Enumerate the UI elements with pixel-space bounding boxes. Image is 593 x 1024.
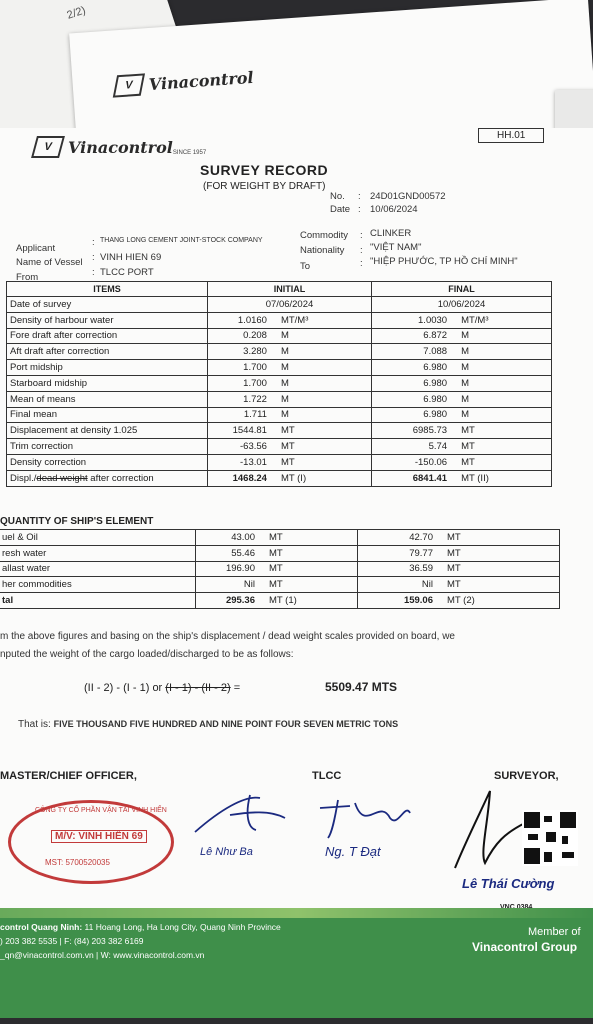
final-value: 6.980 xyxy=(423,393,448,405)
brand-name: Vinacontrol xyxy=(68,137,173,157)
initial-cell xyxy=(207,423,371,439)
final-value: 6841.41 xyxy=(412,472,448,484)
item-label: Density of harbour water xyxy=(7,312,208,328)
final-cell xyxy=(372,407,552,423)
colon: : xyxy=(360,230,363,241)
formula xyxy=(84,682,240,694)
vessel-value: VINH HIEN 69 xyxy=(100,252,162,263)
date-label: Date xyxy=(330,204,351,215)
company-stamp xyxy=(8,800,174,884)
initial-value: 0.208 xyxy=(243,330,267,342)
master-chief-officer-label: MASTER/CHIEF OFFICER, xyxy=(0,770,137,782)
item-label: Displacement at density 1.025 xyxy=(7,423,208,439)
initial-value: 1.0160 xyxy=(237,314,267,326)
final-value: 7.088 xyxy=(423,346,448,358)
explanation-line-2: nputed the weight of the cargo loaded/discharged to be as follows: xyxy=(0,649,294,660)
total-displacement-label xyxy=(7,470,208,486)
initial-cell xyxy=(207,470,371,486)
initial-cell xyxy=(196,545,358,561)
item-label: resh water xyxy=(0,545,196,561)
column-header-final: FINAL xyxy=(372,282,552,297)
initial-cell xyxy=(207,312,371,328)
column-header-initial: INITIAL xyxy=(207,282,371,297)
table-row xyxy=(0,530,560,546)
table-row xyxy=(7,454,552,470)
final-unit: M xyxy=(461,409,469,421)
formula-struck: (I - 1) - (II - 2) xyxy=(165,682,231,694)
initial-unit: MT xyxy=(280,441,295,453)
final-value: 79.77 xyxy=(409,547,433,559)
final-cell xyxy=(372,439,552,455)
initial-unit: M xyxy=(280,330,289,342)
table-row xyxy=(7,360,552,376)
final-unit: MT/M³ xyxy=(461,314,489,326)
final-value: 6.980 xyxy=(423,377,448,389)
initial-value: 07/06/2024 xyxy=(265,298,314,310)
footer-phone: ) 203 382 5535 | F: (84) 203 382 6169 xyxy=(0,936,144,946)
colon: : xyxy=(358,191,361,202)
final-unit: MT xyxy=(461,441,475,453)
table-row xyxy=(7,439,552,455)
initial-value: 43.00 xyxy=(231,531,255,543)
initial-unit: MT xyxy=(280,456,295,468)
item-label: Trim correction xyxy=(7,439,208,455)
final-value: 1.0030 xyxy=(418,314,448,326)
initial-unit: MT xyxy=(269,563,283,575)
initial-value: 1.700 xyxy=(243,362,267,374)
final-cell xyxy=(358,530,560,546)
final-cell xyxy=(358,561,560,577)
initial-value: 1.722 xyxy=(243,393,267,405)
footer-address-text: 11 Hoang Long, Ha Long City, Quang Ninh Province xyxy=(82,922,281,932)
nationality-value: "VIỆT NAM" xyxy=(370,242,422,253)
table-row xyxy=(7,375,552,391)
final-unit: MT (2) xyxy=(447,595,475,607)
table-row xyxy=(7,423,552,439)
final-unit: MT xyxy=(447,547,461,559)
final-unit: MT (II) xyxy=(461,472,489,484)
initial-unit: MT xyxy=(269,547,283,559)
initial-unit: M xyxy=(280,377,289,389)
surveyor-signature-name: Lê Thái Cường xyxy=(462,876,555,891)
initial-value: 1544.81 xyxy=(232,425,267,437)
stamp-ring-text: CÔNG TY CỔ PHẦN VẬN TẢI VINH HIỂN xyxy=(35,807,167,814)
commodity-value: CLINKER xyxy=(370,228,412,239)
initial-value: 1468.24 xyxy=(232,472,267,484)
initial-value: 295.36 xyxy=(225,595,255,607)
label-part: Displ./ xyxy=(10,472,37,484)
final-unit: M xyxy=(461,377,469,389)
no-value: 24D01GND00572 xyxy=(370,191,446,202)
from-value: TLCC PORT xyxy=(100,267,154,278)
final-unit: M xyxy=(461,362,469,374)
item-label: her commodities xyxy=(0,577,196,593)
that-is-line xyxy=(18,716,398,733)
final-cell xyxy=(372,328,552,344)
page-note: 2/2) xyxy=(65,4,88,22)
ships-element-heading: QUANTITY OF SHIP'S ELEMENT xyxy=(0,516,154,527)
date-value: 10/06/2024 xyxy=(370,204,418,215)
page-footer xyxy=(0,908,593,1018)
table-row xyxy=(7,312,552,328)
final-unit: MT xyxy=(447,563,461,575)
initial-cell xyxy=(207,297,371,313)
item-label: Port midship xyxy=(7,360,208,376)
label-part: after correction xyxy=(87,472,154,484)
initial-cell xyxy=(196,530,358,546)
page-subtitle: (FOR WEIGHT BY DRAFT) xyxy=(203,181,326,192)
explanation-line-1: m the above figures and basing on the ship's displacement / dead weight scales provided on board, we xyxy=(0,631,455,642)
final-value: 159.06 xyxy=(403,595,433,607)
brand-name: Vinacontrol xyxy=(148,67,255,94)
item-label: Starboard midship xyxy=(7,375,208,391)
table-row xyxy=(7,344,552,360)
initial-cell xyxy=(207,360,371,376)
initial-cell xyxy=(196,561,358,577)
table-header-row xyxy=(7,282,552,297)
footer-group-name: Vinacontrol Group xyxy=(472,940,578,954)
footer-member-label: Member of xyxy=(528,926,581,938)
final-cell xyxy=(372,391,552,407)
colon: : xyxy=(360,245,363,256)
initial-value: 1.711 xyxy=(243,409,267,421)
initial-unit: M xyxy=(280,346,289,358)
initial-value: 3.280 xyxy=(243,346,267,358)
tlcc-signature-name: Ng. T Đạt xyxy=(325,844,381,859)
commodity-label: Commodity xyxy=(300,230,349,241)
page-title: SURVEY RECORD xyxy=(200,162,329,178)
no-label: No. xyxy=(330,191,345,202)
final-value: 42.70 xyxy=(409,531,433,543)
footer-band xyxy=(0,908,593,918)
final-value: 5.74 xyxy=(428,441,448,453)
final-value: 36.59 xyxy=(409,563,433,575)
final-cell xyxy=(372,360,552,376)
final-value: 10/06/2024 xyxy=(437,298,486,310)
final-unit: MT xyxy=(461,456,475,468)
draft-survey-rows xyxy=(7,297,552,471)
tlcc-signature xyxy=(310,788,420,843)
vessel-label: Name of Vessel xyxy=(16,257,83,268)
vinacontrol-logo-icon: V xyxy=(31,136,65,158)
stamp-vessel-name: M/V: VINH HIỂN 69 xyxy=(51,830,147,843)
colon: : xyxy=(92,252,95,263)
master-signature xyxy=(190,790,290,840)
colon: : xyxy=(92,237,95,248)
ships-element-rows xyxy=(0,530,560,593)
initial-value: Nil xyxy=(243,579,255,591)
item-label: Final mean xyxy=(7,407,208,423)
that-is-label: That is: xyxy=(18,719,51,730)
initial-cell xyxy=(207,375,371,391)
final-cell xyxy=(372,297,552,313)
final-value: 6985.73 xyxy=(412,425,448,437)
item-label: Fore draft after correction xyxy=(7,328,208,344)
initial-cell xyxy=(207,344,371,360)
table-row xyxy=(0,545,560,561)
brand-since: SINCE 1957 xyxy=(172,150,207,156)
initial-unit: M xyxy=(280,362,289,374)
final-cell xyxy=(358,545,560,561)
final-unit: MT xyxy=(447,579,461,591)
table-row xyxy=(0,561,560,577)
final-unit: M xyxy=(461,393,469,405)
survey-record-page xyxy=(0,128,593,1018)
ships-element-table xyxy=(0,529,560,609)
total-label: tal xyxy=(0,593,196,609)
table-row-total-displacement xyxy=(7,470,552,486)
item-label: Mean of means xyxy=(7,391,208,407)
final-value: 6.872 xyxy=(423,330,448,342)
footer-office: control Quang Ninh: xyxy=(0,922,83,932)
item-label: Density correction xyxy=(7,454,208,470)
final-value: Nil xyxy=(421,579,433,591)
table-row xyxy=(7,407,552,423)
colon: : xyxy=(358,204,361,215)
final-cell xyxy=(358,577,560,593)
initial-unit: MT xyxy=(269,579,283,591)
to-value: "HIỆP PHƯỚC, TP HỒ CHÍ MINH" xyxy=(370,256,518,267)
formula-text: (II - 2) - (I - 1) or xyxy=(84,682,166,694)
colon: : xyxy=(92,267,95,278)
initial-value: -13.01 xyxy=(240,456,267,468)
master-signature-name: Lê Như Ba xyxy=(200,846,253,858)
column-header-items: ITEMS xyxy=(7,282,208,297)
initial-cell xyxy=(196,593,358,609)
vinacontrol-logo-icon: V xyxy=(113,73,145,97)
initial-cell xyxy=(207,391,371,407)
qr-code xyxy=(522,810,578,866)
header-logo xyxy=(34,136,206,158)
table-row xyxy=(7,328,552,344)
final-cell xyxy=(372,344,552,360)
initial-unit: M xyxy=(280,409,289,421)
final-unit: MT xyxy=(461,425,475,437)
table-row-total xyxy=(0,593,560,609)
surveyor-label: SURVEYOR, xyxy=(494,770,559,782)
initial-cell xyxy=(207,328,371,344)
initial-cell xyxy=(207,454,371,470)
item-label: allast water xyxy=(0,561,196,577)
initial-unit: MT xyxy=(269,531,283,543)
initial-cell xyxy=(196,577,358,593)
applicant-value: THANG LONG CEMENT JOINT-STOCK COMPANY xyxy=(100,237,263,244)
table-row xyxy=(7,391,552,407)
item-label: Date of survey xyxy=(7,297,208,313)
footer-contact: _qn@vinacontrol.com.vn | W: www.vinacontrol.com.vn xyxy=(0,950,205,960)
document-code: HH.01 xyxy=(478,128,544,143)
item-label: Aft draft after correction xyxy=(7,344,208,360)
tlcc-label: TLCC xyxy=(312,770,342,782)
background-logo xyxy=(114,66,254,98)
final-unit: M xyxy=(461,330,469,342)
cargo-weight-result: 5509.47 MTS xyxy=(325,680,398,694)
struck-text: dead weight xyxy=(36,472,88,484)
final-cell xyxy=(372,423,552,439)
final-unit: MT xyxy=(447,531,461,543)
table-row xyxy=(7,297,552,313)
initial-unit: MT (1) xyxy=(269,595,297,607)
stamp-tax-code: MST: 5700520035 xyxy=(45,858,110,867)
nationality-label: Nationality xyxy=(300,245,345,256)
initial-unit: MT (I) xyxy=(280,472,307,484)
final-value: -150.06 xyxy=(414,456,448,468)
final-cell xyxy=(372,375,552,391)
initial-cell xyxy=(207,407,371,423)
from-label: From xyxy=(16,272,39,283)
initial-unit: MT xyxy=(280,425,295,437)
initial-unit: MT/M³ xyxy=(280,314,309,326)
final-cell xyxy=(372,312,552,328)
item-label: uel & Oil xyxy=(0,530,196,546)
colon: : xyxy=(360,258,363,269)
formula-equals: = xyxy=(230,682,241,694)
initial-value: 55.46 xyxy=(231,547,255,559)
initial-value: 196.90 xyxy=(225,563,255,575)
draft-survey-table xyxy=(6,281,552,487)
final-value: 6.980 xyxy=(423,362,448,374)
table-row xyxy=(0,577,560,593)
final-unit: M xyxy=(461,346,469,358)
final-value: 6.980 xyxy=(423,409,448,421)
applicant-label: Applicant xyxy=(16,243,56,254)
final-cell xyxy=(358,593,560,609)
final-cell xyxy=(372,454,552,470)
to-label: To xyxy=(300,261,311,272)
initial-cell xyxy=(207,439,371,455)
final-cell xyxy=(372,470,552,486)
initial-unit: M xyxy=(280,393,289,405)
surveyor-signature xyxy=(450,783,530,873)
that-is-value: FIVE THOUSAND FIVE HUNDRED AND NINE POINT FOUR SEVEN METRIC TONS xyxy=(53,719,399,729)
initial-value: 1.700 xyxy=(243,377,267,389)
footer-address xyxy=(0,922,281,932)
initial-value: -63.56 xyxy=(240,441,267,453)
